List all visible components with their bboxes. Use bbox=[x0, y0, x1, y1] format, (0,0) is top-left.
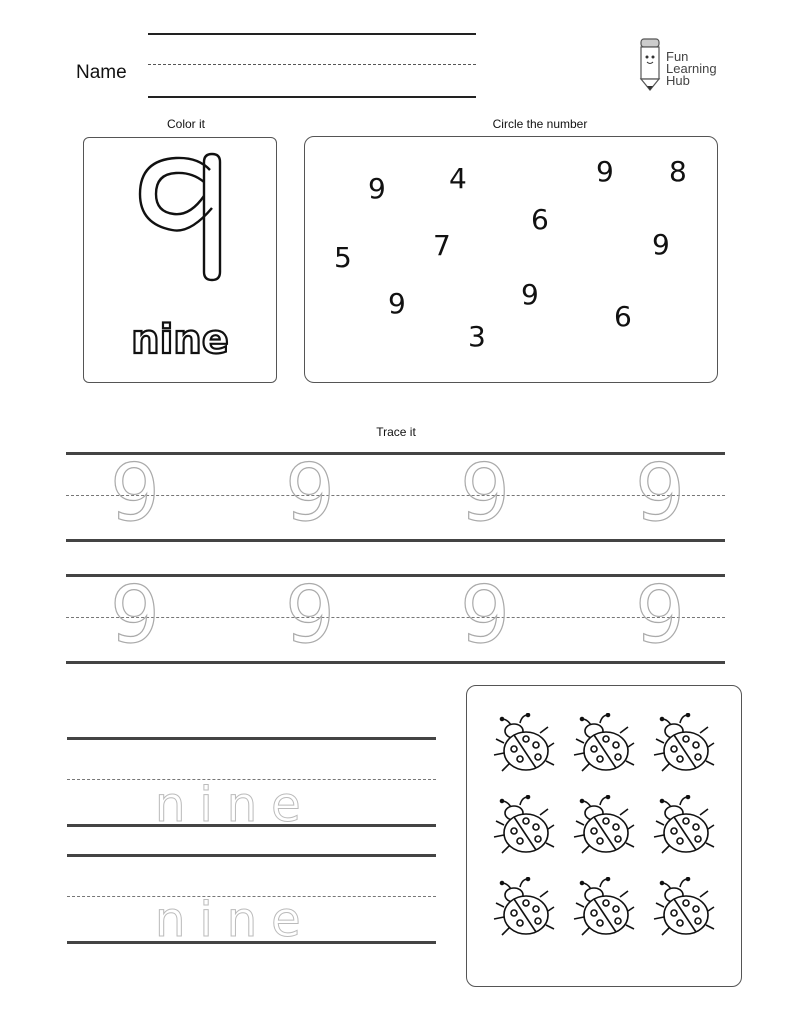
circle-number[interactable]: 9 bbox=[388, 287, 406, 320]
trace-digit[interactable]: 9 bbox=[460, 571, 510, 661]
circle-number[interactable]: 9 bbox=[368, 172, 386, 205]
trace-digit[interactable]: 9 bbox=[285, 449, 335, 539]
ladybug-icon[interactable] bbox=[490, 795, 556, 865]
word-guide-top bbox=[67, 854, 436, 857]
svg-text:nine: nine bbox=[131, 317, 229, 363]
ladybug-icon[interactable] bbox=[570, 713, 636, 783]
logo-text: Fun Learning Hub bbox=[666, 49, 717, 88]
circle-number[interactable]: 5 bbox=[334, 241, 352, 274]
circle-number[interactable]: 6 bbox=[614, 300, 632, 333]
circle-number[interactable]: 7 bbox=[433, 229, 451, 262]
ladybug-grid bbox=[466, 685, 742, 987]
trace-caption: Trace it bbox=[376, 425, 416, 439]
circle-number[interactable]: 9 bbox=[652, 228, 670, 261]
word-nine-outline[interactable] bbox=[118, 317, 242, 363]
ladybug-icon[interactable] bbox=[650, 713, 716, 783]
ladybug-icon[interactable] bbox=[650, 795, 716, 865]
ladybug-icon[interactable] bbox=[570, 795, 636, 865]
name-line-top bbox=[148, 33, 476, 35]
big-nine-outline[interactable] bbox=[130, 148, 230, 283]
circle-number[interactable]: 8 bbox=[669, 155, 687, 188]
trace-digit[interactable]: 9 bbox=[635, 449, 685, 539]
ladybug-icon[interactable] bbox=[650, 877, 716, 947]
trace-digit[interactable]: 9 bbox=[110, 571, 160, 661]
circle-caption: Circle the number bbox=[492, 117, 588, 131]
trace-digit[interactable]: 9 bbox=[635, 571, 685, 661]
circle-number[interactable]: 9 bbox=[596, 155, 614, 188]
trace-digit[interactable]: 9 bbox=[460, 449, 510, 539]
name-line-mid bbox=[148, 64, 476, 65]
circle-number[interactable]: 3 bbox=[468, 320, 486, 353]
circle-number[interactable]: 4 bbox=[449, 162, 467, 195]
trace-guide-bottom bbox=[66, 539, 725, 542]
trace-guide-bottom bbox=[66, 661, 725, 664]
pencil-logo-icon bbox=[638, 37, 662, 92]
trace-word[interactable]: nine bbox=[155, 892, 315, 948]
ladybug-icon[interactable] bbox=[570, 877, 636, 947]
circle-number[interactable]: 6 bbox=[531, 203, 549, 236]
ladybug-icon[interactable] bbox=[490, 713, 556, 783]
circle-number[interactable]: 9 bbox=[521, 278, 539, 311]
trace-word[interactable]: nine bbox=[155, 777, 315, 833]
ladybug-icon[interactable] bbox=[490, 877, 556, 947]
trace-digit[interactable]: 9 bbox=[110, 449, 160, 539]
word-guide-top bbox=[67, 737, 436, 740]
name-label: Name bbox=[76, 62, 127, 83]
color-it-caption: Color it bbox=[166, 117, 205, 131]
trace-digit[interactable]: 9 bbox=[285, 571, 335, 661]
name-line-bottom[interactable] bbox=[148, 96, 476, 98]
